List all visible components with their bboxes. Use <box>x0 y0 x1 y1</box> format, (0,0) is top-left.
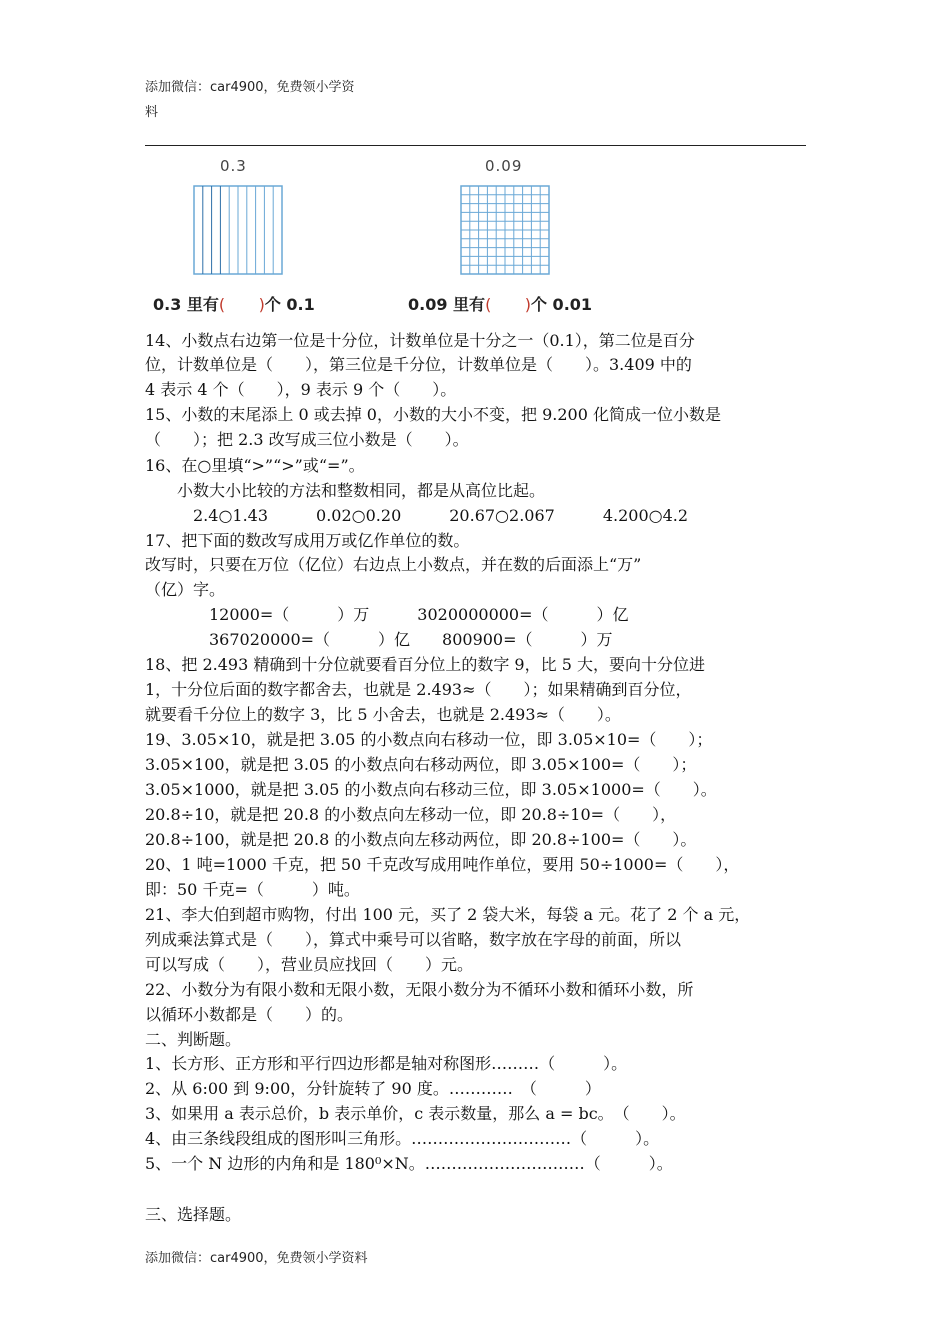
header-divider <box>145 145 806 146</box>
figure-left-label: 0.3 <box>220 157 247 175</box>
question-line: 2、从 6:00 到 9:00，分针旋转了 90 度。………… （ ） <box>145 1079 601 1098</box>
figure-right-caption <box>408 292 592 315</box>
question-line: 20、1 吨=1000 千克，把 50 千克改写成用吨作单位，要用 50÷1000=（ ）， <box>145 855 740 874</box>
footer-text: 添加微信：car4900，免费领小学资料 <box>145 1251 368 1266</box>
question-line: 5、一个 N 边形的内角和是 180⁰×N。…………………………（ ）。 <box>145 1154 673 1173</box>
figure-right-label: 0.09 <box>485 157 523 175</box>
figure-right-caption-b: 个 0.01 <box>530 295 593 314</box>
question-line: 4 表示 4 个（ ），9 表示 9 个（ ）。 <box>145 380 457 399</box>
figure-right-blank-open: ( <box>485 295 492 314</box>
question-line: 1，十分位后面的数字都舍去，也就是 2.493≈（ ）；如果精确到百分位， <box>145 680 692 699</box>
figure-left-caption-a: 0.3 里有 <box>153 295 219 314</box>
header-line-2: 料 <box>145 105 159 120</box>
question-line: 小数大小比较的方法和整数相同，都是从高位比起。 <box>145 481 546 500</box>
question-line: 17、把下面的数改写成用万或亿作单位的数。 <box>145 531 470 550</box>
question-line: 20.8÷10，就是把 20.8 的小数点向左移动一位，即 20.8÷10=（ ）， <box>145 805 677 824</box>
question-line: 14、小数点右边第一位是十分位，计数单位是十分之一（0.1），第二位是百分 <box>145 331 695 350</box>
question-line: 以循环小数都是（ ）的。 <box>145 1005 354 1024</box>
question-line: （ ）；把 2.3 改写成三位小数是（ ）。 <box>145 430 469 449</box>
question-line: 12000=（ ）万 3020000000=（ ）亿 <box>145 605 629 624</box>
question-line: 15、小数的末尾添上 0 或去掉 0，小数的大小不变，把 9.200 化简成一位小数是 <box>145 405 721 424</box>
question-line: 即：50 千克=（ ）吨。 <box>145 880 360 899</box>
figure-right-caption-a: 0.09 里有 <box>408 295 486 314</box>
question-line: 3.05×100，就是把 3.05 的小数点向右移动两位，即 3.05×100=（ ）； <box>145 755 697 774</box>
question-line: 1、长方形、正方形和平行四边形都是轴对称图形………（ ）。 <box>145 1054 628 1073</box>
question-line: 2.4○1.43 0.02○0.20 20.67○2.067 4.200○4.2 <box>145 506 689 525</box>
header-line-1: 添加微信：car4900，免费领小学资 <box>145 80 355 95</box>
question-line: 22、小数分为有限小数和无限小数，无限小数分为不循环小数和循环小数，所 <box>145 980 694 999</box>
figure-left-caption-b: 个 0.1 <box>264 295 315 314</box>
figure-left-blank-close: ) <box>258 295 265 314</box>
question-line: 20.8÷100，就是把 20.8 的小数点向左移动两位，即 20.8÷100=（ ）。 <box>145 830 697 849</box>
question-line: 二、判断题。 <box>145 1030 242 1049</box>
figure-left-blank-open: ( <box>218 295 226 314</box>
question-line: 4、由三条线段组成的图形叫三角形。…………………………（ ）。 <box>145 1129 660 1148</box>
question-line: 367020000=（ ）亿 800900=（ ）万 <box>145 630 613 649</box>
question-line: 可以写成（ ），营业员应找回（ ）元。 <box>145 955 474 974</box>
question-line: 3.05×1000，就是把 3.05 的小数点向右移动三位，即 3.05×1000=（ ）。 <box>145 780 717 799</box>
figure-left-caption <box>153 292 315 315</box>
question-line: 16、在○里填“>”“>”或“=”。 <box>145 456 365 475</box>
question-line: 18、把 2.493 精确到十分位就要看百分位上的数字 9，比 5 大，要向十分位进 <box>145 655 705 674</box>
question-line: 位，计数单位是（ ），第三位是千分位，计数单位是（ ）。3.409 中的 <box>145 355 692 374</box>
question-line: 就要看千分位上的数字 3，比 5 小舍去，也就是 2.493≈（ ）。 <box>145 705 621 724</box>
question-line: 改写时，只要在万位（亿位）右边点上小数点，并在数的后面添上“万” <box>145 555 642 574</box>
question-line: 3、如果用 a 表示总价，b 表示单价，c 表示数量，那么 a = bc。 （ ）。 <box>145 1104 686 1123</box>
question-line: 列成乘法算式是（ ），算式中乘号可以省略，数字放在字母的前面，所以 <box>145 930 682 949</box>
question-line: 21、李大伯到超市购物，付出 100 元，买了 2 袋大米，每袋 a 元。花了 2 个 a 元， <box>145 905 751 924</box>
hundredths-grid-figure <box>460 185 550 275</box>
question-line: （亿）字。 <box>145 580 226 599</box>
question-line: 三、选择题。 <box>145 1205 242 1224</box>
figure-right-blank-close: ) <box>524 295 531 314</box>
question-line: 19、3.05×10，就是把 3.05 的小数点向右移动一位，即 3.05×10=（ ）； <box>145 730 713 749</box>
tenths-grid-figure <box>193 185 283 275</box>
